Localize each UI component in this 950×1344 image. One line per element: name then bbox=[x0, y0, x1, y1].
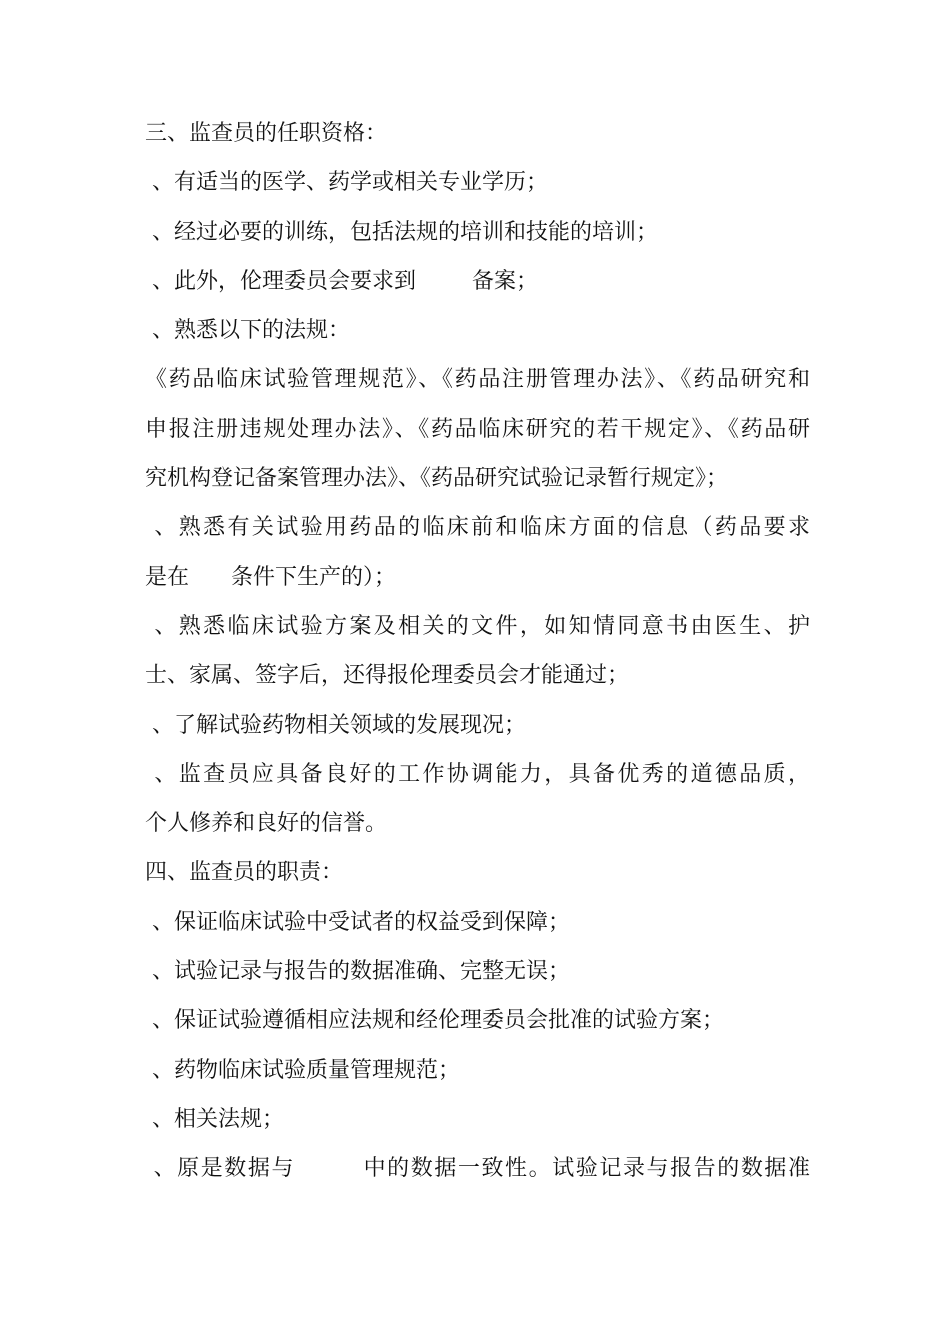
list-item: 、相关法规； bbox=[145, 1106, 284, 1132]
text-line: 是在 条件下生产的）； bbox=[145, 564, 396, 590]
list-item: 、监查员应具备良好的工作协调能力，具备优秀的道德品质， bbox=[145, 761, 810, 787]
list-item: 、试验记录与报告的数据准确、完整无误； bbox=[145, 959, 570, 985]
text-line: 《药品临床试验管理规范》、《药品注册管理办法》、《药品研究和 bbox=[145, 367, 810, 393]
section-heading-qualifications: 三、监查员的任职资格： bbox=[145, 121, 388, 146]
document-body bbox=[145, 109, 810, 1194]
list-item: 、药物临床试验质量管理规范； bbox=[145, 1057, 460, 1083]
list-item: 、此外，伦理委员会要求到 备案； bbox=[145, 268, 538, 294]
section-heading-duties: 四、监查员的职责： bbox=[145, 860, 344, 886]
list-item: 、熟悉以下的法规： bbox=[145, 318, 350, 344]
list-item: 、熟悉有关试验用药品的临床前和临床方面的信息（药品要求 bbox=[145, 515, 810, 541]
text-line: 申报注册违规处理办法》、《药品临床研究的若干规定》、《药品研 bbox=[145, 416, 810, 442]
list-item: 、经过必要的训练，包括法规的培训和技能的培训； bbox=[145, 219, 658, 245]
list-item: 、原是数据与 中的数据一致性。试验记录与报告的数据准 bbox=[145, 1156, 810, 1182]
text-line: 个人修养和良好的信誉。 bbox=[145, 811, 388, 837]
list-item: 、有适当的医学、药学或相关专业学历； bbox=[145, 170, 548, 196]
text-line: 究机构登记备案管理办法》、《药品研究试验记录暂行规定》； bbox=[145, 466, 729, 492]
list-item: 、保证临床试验中受试者的权益受到保障； bbox=[145, 909, 570, 935]
list-item: 、熟悉临床试验方案及相关的文件，如知情同意书由医生、护 bbox=[145, 613, 810, 639]
text-line: 士、家属、签字后，还得报伦理委员会才能通过； bbox=[145, 663, 630, 689]
list-item: 、保证试验遵循相应法规和经伦理委员会批准的试验方案； bbox=[145, 1008, 724, 1034]
list-item: 、了解试验药物相关领域的发展现况； bbox=[145, 712, 526, 738]
